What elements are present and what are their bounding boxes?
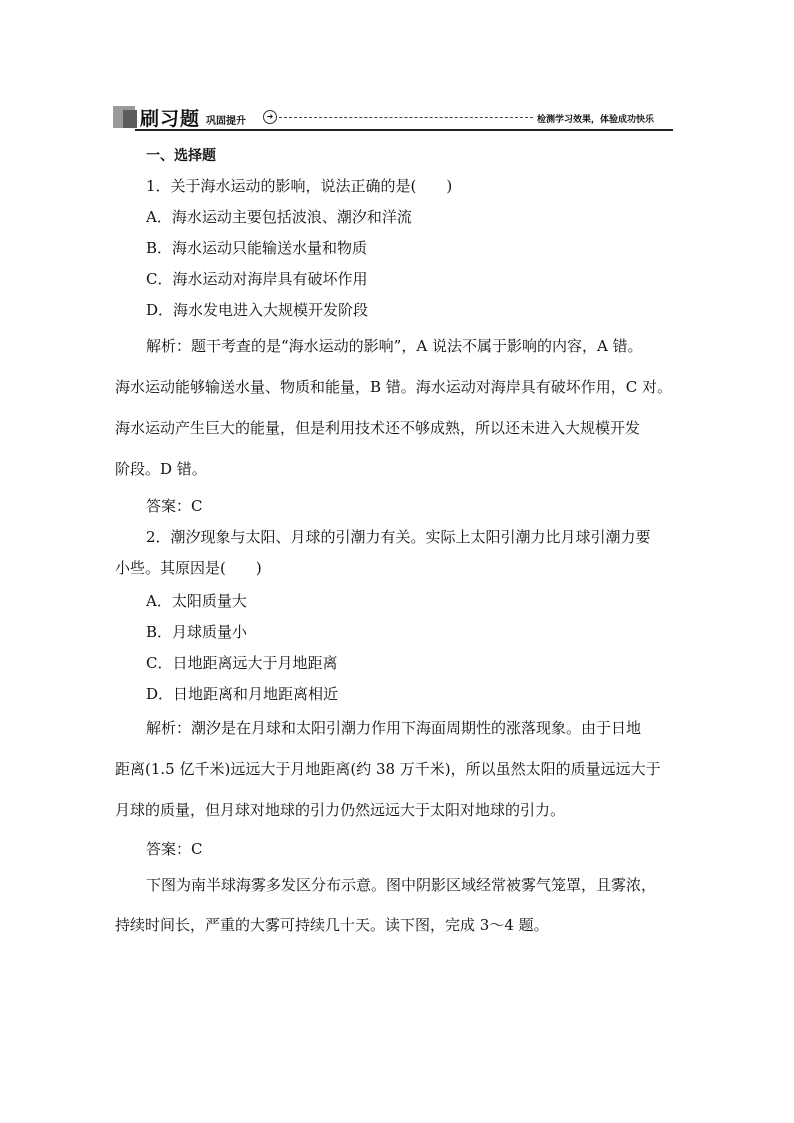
- question-2-option-a: A．太阳质量大: [146, 592, 247, 610]
- question-1-option-a: A．海水运动主要包括波浪、潮汐和洋流: [146, 208, 412, 226]
- question-1-option-c: C．海水运动对海岸具有破坏作用: [146, 270, 368, 288]
- question-2-analysis-line: 月球的质量，但月球对地球的引力仍然远远大于太阳对地球的引力。: [115, 801, 566, 819]
- banner-underline: [135, 129, 673, 131]
- banner-title: 刷习题: [140, 108, 201, 130]
- banner-subtitle: 巩固提升: [206, 116, 246, 127]
- banner-block-dark: [123, 110, 137, 128]
- question-2-option-d: D．日地距离和月地距离相近: [146, 685, 339, 703]
- question-2-stem: 2．潮汐现象与太阳、月球的引潮力有关。实际上太阳引潮力比月球引潮力要: [146, 528, 651, 546]
- question-1-analysis-line: 阶段。D 错。: [115, 460, 207, 478]
- passage-intro: 持续时间长，严重的大雾可持续几十天。读下图，完成 3～4 题。: [115, 916, 549, 934]
- question-1-option-b: B．海水运动只能输送水量和物质: [146, 239, 368, 257]
- question-2-option-b: B．月球质量小: [146, 623, 248, 641]
- question-2-analysis-line: 解析：潮汐是在月球和太阳引潮力作用下海面周期性的涨落现象。由于日地: [146, 719, 642, 737]
- question-1-analysis-line: 海水运动产生巨大的能量，但是利用技术还不够成熟，所以还未进入大规模开发: [115, 419, 641, 437]
- dashed-divider: [279, 117, 533, 118]
- question-1-analysis-line: 解析：题干考查的是“海水运动的影响”，A 说法不属于影响的内容，A 错。: [146, 337, 643, 355]
- question-2-analysis-line: 距离(1.5 亿千米)远远大于月地距离(约 38 万千米)，所以虽然太阳的质量远远大于: [115, 760, 661, 778]
- question-1-answer: 答案：C: [146, 497, 203, 515]
- question-2-option-c: C．日地距离远大于月地距离: [146, 654, 338, 672]
- section-banner: [113, 104, 673, 130]
- banner-tagline: 检测学习效果，体验成功快乐: [537, 115, 655, 125]
- question-1-option-d: D．海水发电进入大规模开发阶段: [146, 301, 369, 319]
- question-1-analysis-line: 海水运动能够输送水量、物质和能量，B 错。海水运动对海岸具有破坏作用，C 对。: [115, 378, 673, 396]
- arrow-circle-icon: ➜: [263, 110, 277, 124]
- question-1-stem: 1．关于海水运动的影响，说法正确的是( ): [146, 177, 453, 195]
- question-2-answer: 答案：C: [146, 840, 203, 858]
- question-2-stem: 小些。其原因是( ): [115, 559, 262, 577]
- passage-intro: 下图为南半球海雾多发区分布示意。图中阴影区域经常被雾气笼罩，且雾浓，: [146, 876, 657, 894]
- section-title: 一、选择题: [146, 148, 216, 164]
